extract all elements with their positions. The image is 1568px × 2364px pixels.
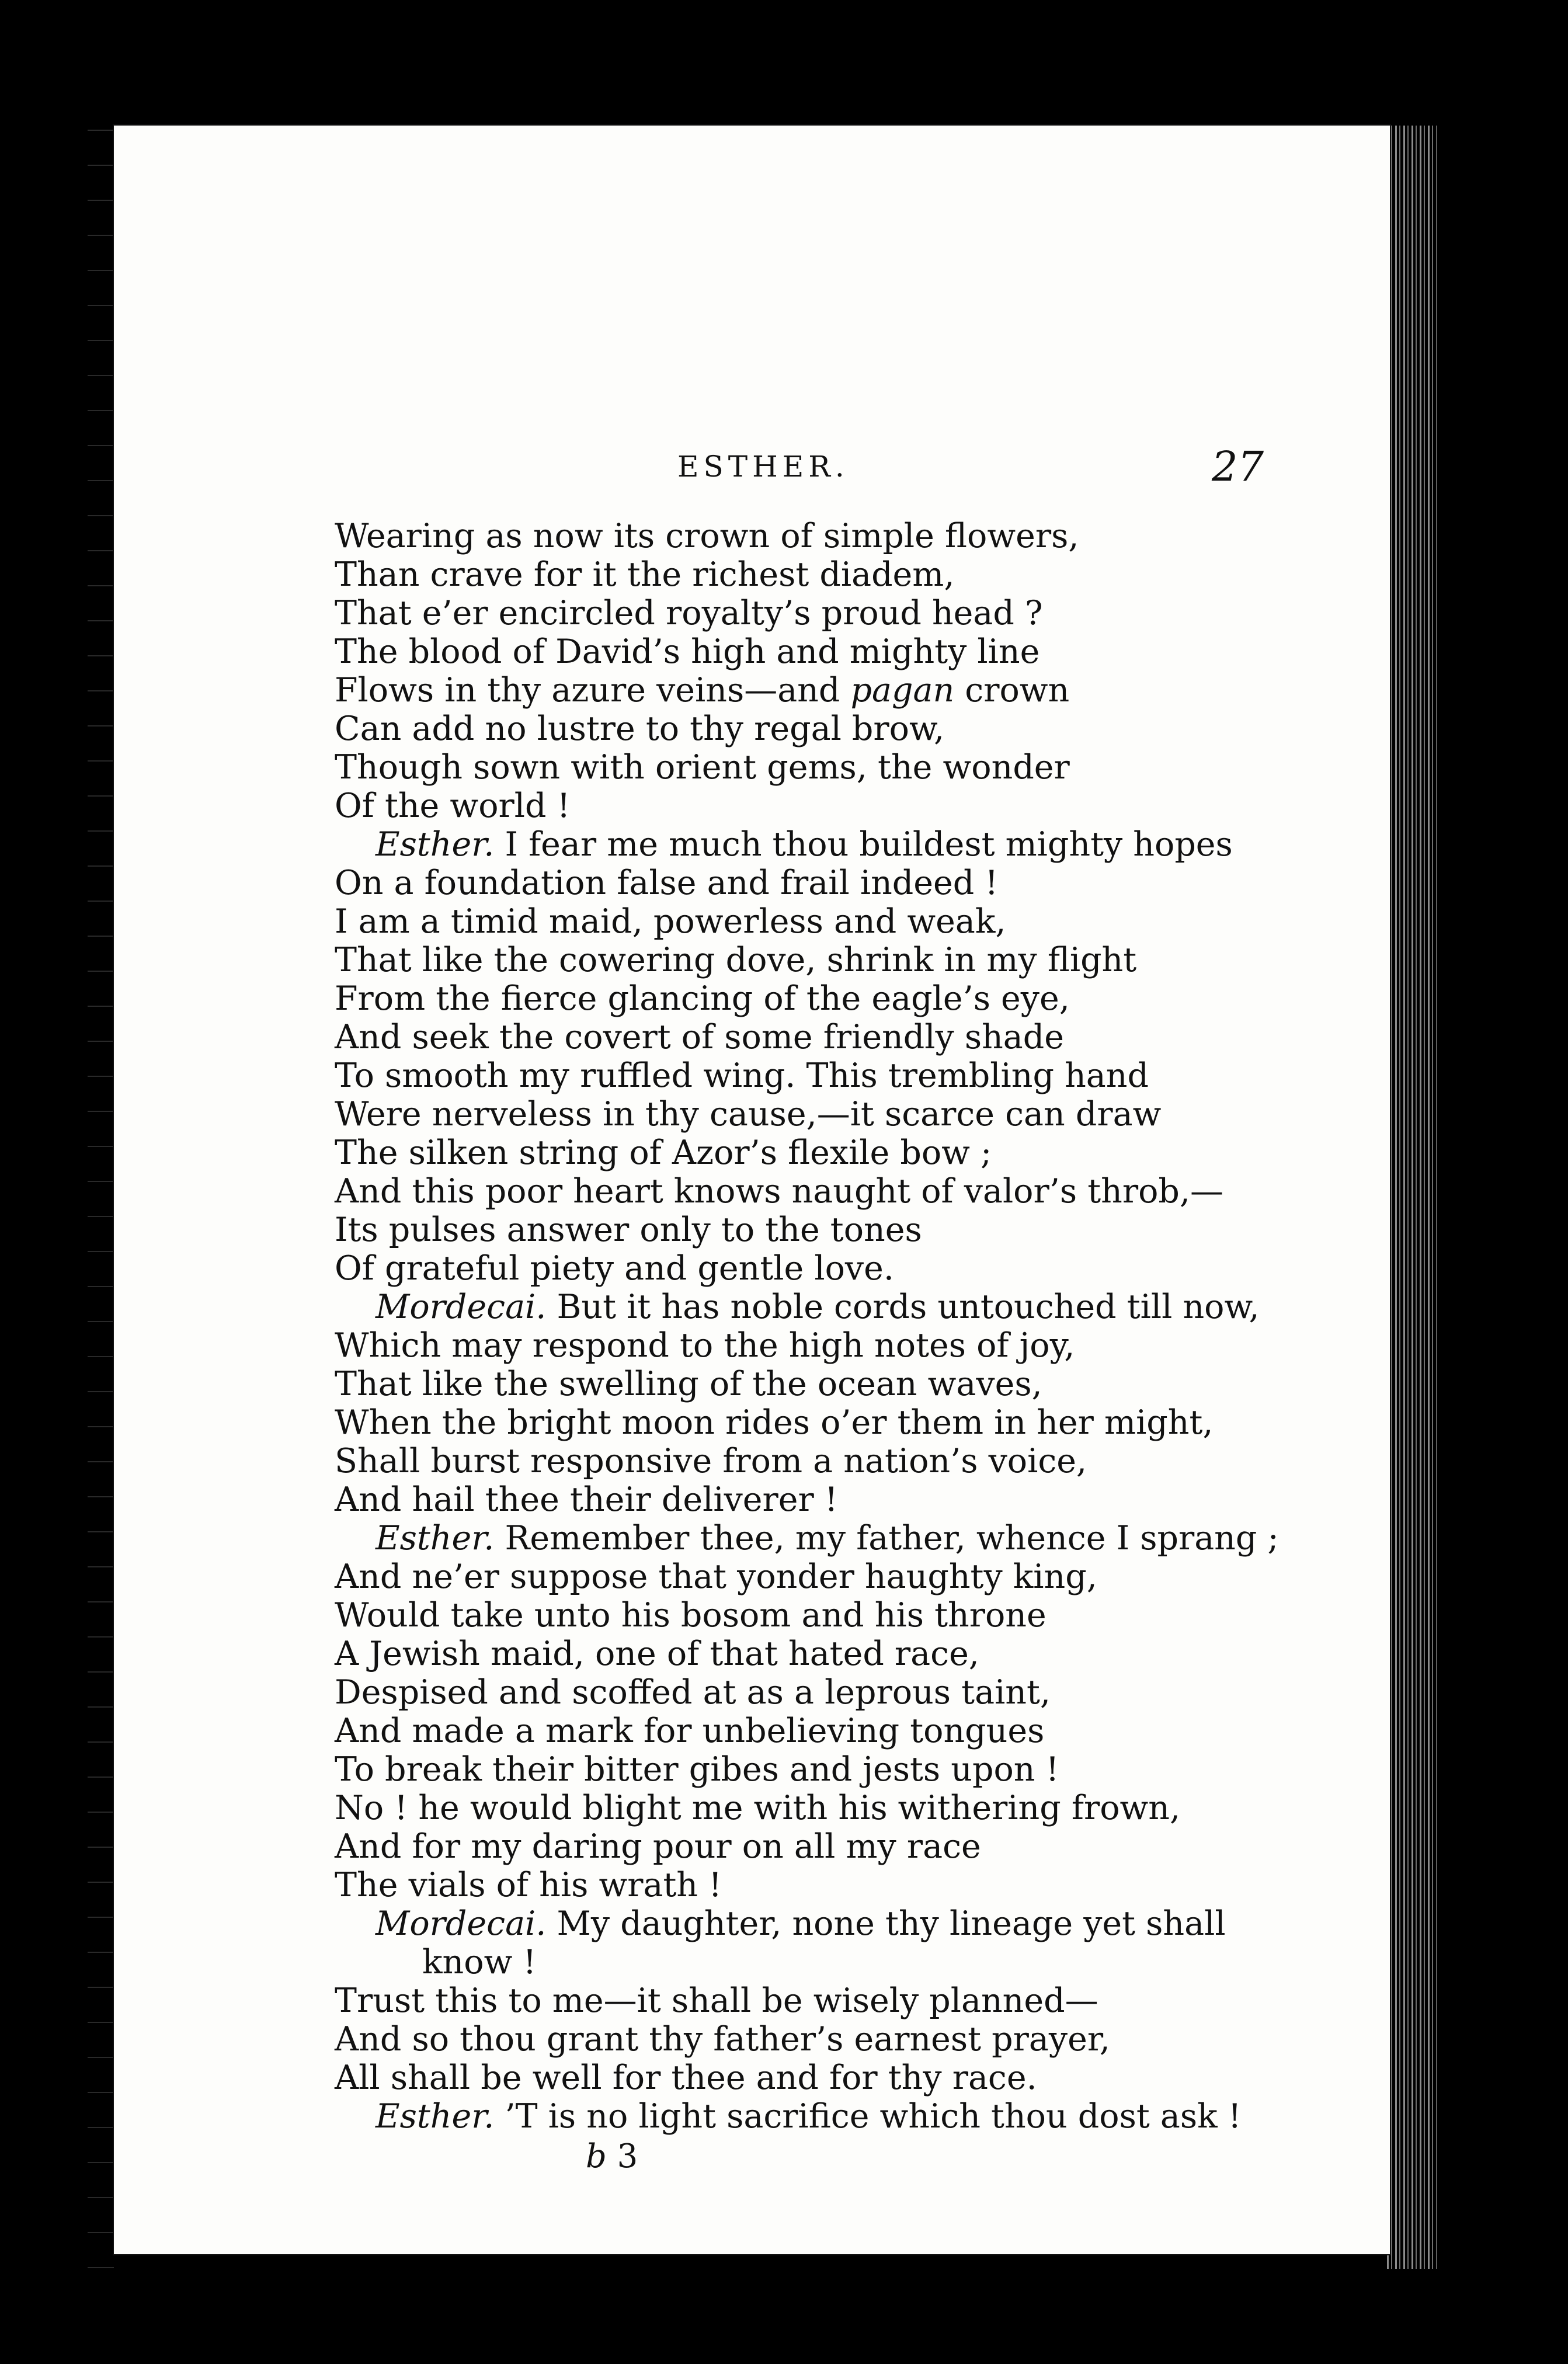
verse-line: know ! — [422, 1943, 537, 1981]
verse-line: Esther. ’T is no light sacrifice which thou dost ask ! — [376, 2097, 1242, 2136]
speaker-name: Mordecai. — [376, 1288, 547, 1326]
verse-line: No ! he would blight me with his withering frown, — [335, 1789, 1181, 1827]
poem-text — [335, 517, 1281, 2136]
verse-line: Than crave for it the richest diadem, — [335, 555, 955, 594]
verse-line: And for my daring pour on all my race — [335, 1827, 981, 1866]
verse-line: Esther. I fear me much thou buildest mighty hopes — [376, 825, 1233, 864]
verse-line: And this poor heart knows naught of valor’s throb,— — [335, 1172, 1224, 1211]
verse-line: And hail thee their deliverer ! — [335, 1480, 838, 1519]
verse-line: The vials of his wrath ! — [335, 1866, 722, 1904]
verse-line: Flows in thy azure veins—and pagan crown — [335, 671, 1070, 710]
verse-line: Esther. Remember thee, my father, whence I sprang ; — [376, 1519, 1279, 1558]
page-header — [114, 443, 1390, 496]
verse-line: That e’er encircled royalty’s proud head ? — [335, 594, 1043, 632]
verse-line: Despised and scoffed at as a leprous taint, — [335, 1673, 1051, 1712]
book-binding-edge — [88, 117, 114, 2278]
verse-line: And so thou grant thy father’s earnest prayer, — [335, 2020, 1110, 2059]
verse-line: Trust this to me—it shall be wisely planned— — [335, 1981, 1098, 2020]
verse-line: Mordecai. My daughter, none thy lineage yet shall — [376, 1904, 1226, 1943]
verse-line: A Jewish maid, one of that hated race, — [335, 1635, 979, 1673]
signature-mark: b 3 — [586, 2137, 638, 2175]
verse-line: Shall burst responsive from a nation’s voice, — [335, 1442, 1087, 1480]
speaker-name: Mordecai. — [376, 1904, 547, 1943]
emphasis: pagan — [850, 671, 955, 710]
verse-line: And seek the covert of some friendly shade — [335, 1018, 1064, 1056]
running-title: ESTHER. — [677, 450, 849, 484]
verse-line: To break their bitter gibes and jests upon ! — [335, 1750, 1059, 1789]
verse-line: Mordecai. But it has noble cords untouched till now, — [376, 1288, 1260, 1326]
page-fore-edge — [1387, 126, 1437, 2269]
verse-line: I am a timid maid, powerless and weak, — [335, 902, 1006, 941]
speaker-name: Esther. — [376, 825, 495, 864]
book-page — [114, 126, 1390, 2254]
page-number: 27 — [1212, 443, 1264, 491]
verse-line: All shall be well for thee and for thy race. — [335, 2059, 1037, 2097]
verse-line: That like the swelling of the ocean waves, — [335, 1365, 1042, 1403]
verse-line: Which may respond to the high notes of joy, — [335, 1326, 1075, 1365]
verse-line: And ne’er suppose that yonder haughty king, — [335, 1558, 1097, 1596]
verse-line: The blood of David’s high and mighty line — [335, 632, 1040, 671]
verse-line: When the bright moon rides o’er them in her might, — [335, 1403, 1214, 1442]
verse-line: Of the world ! — [335, 787, 571, 825]
verse-line: Though sown with orient gems, the wonder — [335, 748, 1070, 787]
verse-line: Its pulses answer only to the tones — [335, 1211, 922, 1249]
verse-line: And made a mark for unbelieving tongues — [335, 1712, 1045, 1750]
verse-line: Can add no lustre to thy regal brow, — [335, 710, 945, 748]
speaker-name: Esther. — [376, 1519, 495, 1558]
verse-line: Were nerveless in thy cause,—it scarce can draw — [335, 1095, 1162, 1134]
verse-line: Wearing as now its crown of simple flowers, — [335, 517, 1079, 555]
verse-line: From the fierce glancing of the eagle’s eye, — [335, 979, 1070, 1018]
verse-line: Would take unto his bosom and his throne — [335, 1596, 1047, 1635]
verse-line: On a foundation false and frail indeed ! — [335, 864, 999, 902]
verse-line: The silken string of Azor’s flexile bow ; — [335, 1134, 992, 1172]
speaker-name: Esther. — [376, 2097, 495, 2136]
verse-line: Of grateful piety and gentle love. — [335, 1249, 894, 1288]
verse-line: That like the cowering dove, shrink in my flight — [335, 941, 1137, 979]
verse-line: To smooth my ruffled wing. This trembling hand — [335, 1056, 1149, 1095]
